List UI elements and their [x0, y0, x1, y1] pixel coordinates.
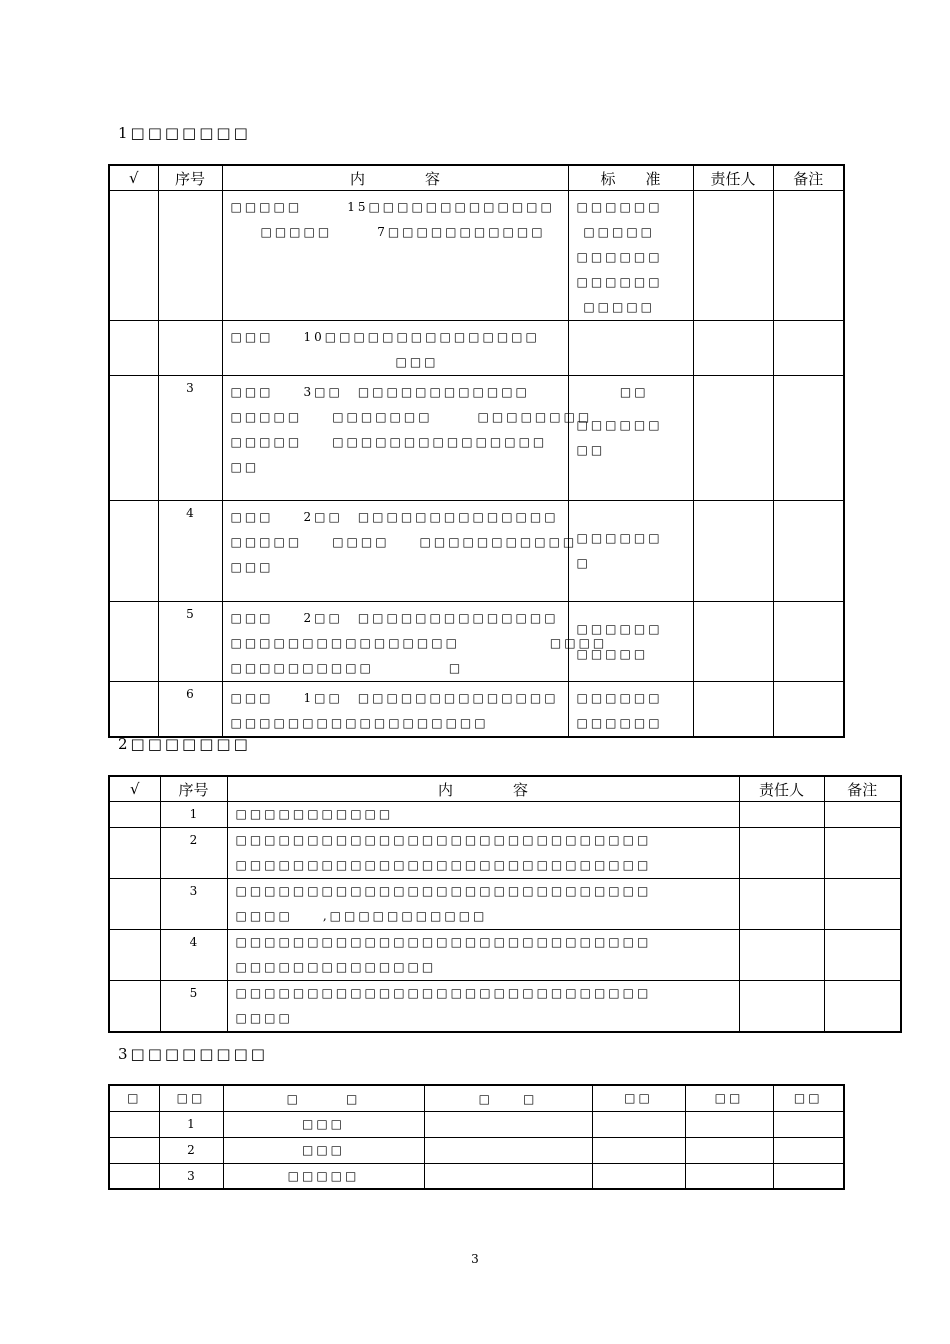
header-standard: 标 准: [568, 165, 693, 191]
table-row: [109, 879, 901, 930]
table-row: [109, 602, 844, 682]
header-content: 内 容: [222, 165, 568, 191]
table-row: [109, 321, 844, 376]
row-number: 2: [159, 1137, 223, 1163]
row-name: □□□: [223, 1137, 424, 1163]
row-number: 1: [160, 802, 227, 828]
row-content: □□□ 3□□ □□□□□□□□□□□□ □□ □□□□□ □□□□□□□ □□□□□□□□ □□□□□ □□□□□□□□□□□□□□□ □□: [222, 376, 568, 501]
table-row: [109, 930, 901, 981]
table-row: [109, 802, 901, 828]
section3-table: [108, 1084, 845, 1190]
row-standard: □□□□□□ □: [568, 501, 693, 602]
row-number: 3: [160, 879, 227, 930]
row-number: [158, 321, 222, 376]
header-owner: 责任人: [739, 776, 824, 802]
header-col: □□: [773, 1085, 844, 1111]
table-row: [109, 1137, 844, 1163]
table-row: [109, 1111, 844, 1137]
header-content: 内 容: [227, 776, 739, 802]
row-content: □□□ 2□□ □□□□□□□□□□□□□□ □□□□□ □□□□ □□□□□□□□□□□ □□□: [222, 501, 568, 602]
header-check: √: [109, 776, 160, 802]
section1-table: [108, 164, 845, 738]
row-content: □□□ 2□□ □□□□□□□□□□□□□□ □□□□□□□□□□□□□□□□ □□□□ □□□□□□□□□□ □: [222, 602, 568, 682]
table-row: [109, 828, 901, 879]
row-content: □□□ 1□□ □□□□□□□□□□□□□□ □□□□□□□□□□□□□□□□□□: [222, 682, 568, 738]
header-col: □□: [159, 1085, 223, 1111]
row-number: 3: [158, 376, 222, 501]
table-row: [109, 981, 901, 1033]
row-number: 5: [160, 981, 227, 1033]
row-number: 2: [160, 828, 227, 879]
row-content: □□□ 10□□□□□□□□□□□□□□□ □□□: [222, 321, 568, 376]
row-number: 4: [158, 501, 222, 602]
header-col: □ □: [223, 1085, 424, 1111]
row-content: □□□□□□□□□□□□□□□□□□□□□□□□□□□□□ □□□□: [227, 981, 739, 1033]
header-no: 序号: [158, 165, 222, 191]
row-number: 3: [159, 1163, 223, 1189]
section1-title: 1□□□□□□□: [118, 124, 251, 142]
row-standard: □□□□□□ □□□□□ □□□□□□ □□□□□□ □□□□□: [568, 191, 693, 321]
row-number: 5: [158, 602, 222, 682]
header-owner: 责任人: [693, 165, 773, 191]
header-col: □ □: [424, 1085, 592, 1111]
row-content: □□□□□ 15□□□□□□□□□□□□□ □□□□□ 7□□□□□□□□□□□: [222, 191, 568, 321]
table-row: [109, 682, 844, 738]
row-content: □□□□□□□□□□□: [227, 802, 739, 828]
section3-title: 3□□□□□□□□: [118, 1045, 268, 1063]
section2-title: 2□□□□□□□: [118, 735, 251, 753]
row-content: □□□□□□□□□□□□□□□□□□□□□□□□□□□□□ □□□□□□□□□□□□□□□□□□□□□□□□□□□□□: [227, 828, 739, 879]
row-number: 4: [160, 930, 227, 981]
header-check: √: [109, 165, 158, 191]
section2-table: [108, 775, 902, 1033]
row-standard: □□□□□□ □□: [568, 376, 693, 501]
table-row: [109, 501, 844, 602]
row-standard: □□□□□□ □□□□□□: [568, 682, 693, 738]
row-standard: □□□□□□ □□□□□: [568, 602, 693, 682]
page-number: 3: [471, 1252, 479, 1266]
row-content: □□□□□□□□□□□□□□□□□□□□□□□□□□□□□ □□□□ ,□□□□□□□□□□□: [227, 879, 739, 930]
header-note: 备注: [824, 776, 901, 802]
row-name: □□□: [223, 1111, 424, 1137]
table-row: [109, 376, 844, 501]
header-col: □: [109, 1085, 159, 1111]
row-number: [158, 191, 222, 321]
row-content: □□□□□□□□□□□□□□□□□□□□□□□□□□□□□ □□□□□□□□□□□□□□: [227, 930, 739, 981]
row-number: 6: [158, 682, 222, 738]
row-name: □□□□□: [223, 1163, 424, 1189]
header-no: 序号: [160, 776, 227, 802]
header-col: □□: [592, 1085, 685, 1111]
table-row: [109, 1163, 844, 1189]
header-note: 备注: [773, 165, 844, 191]
row-number: 1: [159, 1111, 223, 1137]
row-standard: [568, 321, 693, 376]
header-col: □□: [685, 1085, 773, 1111]
table-row: [109, 191, 844, 321]
